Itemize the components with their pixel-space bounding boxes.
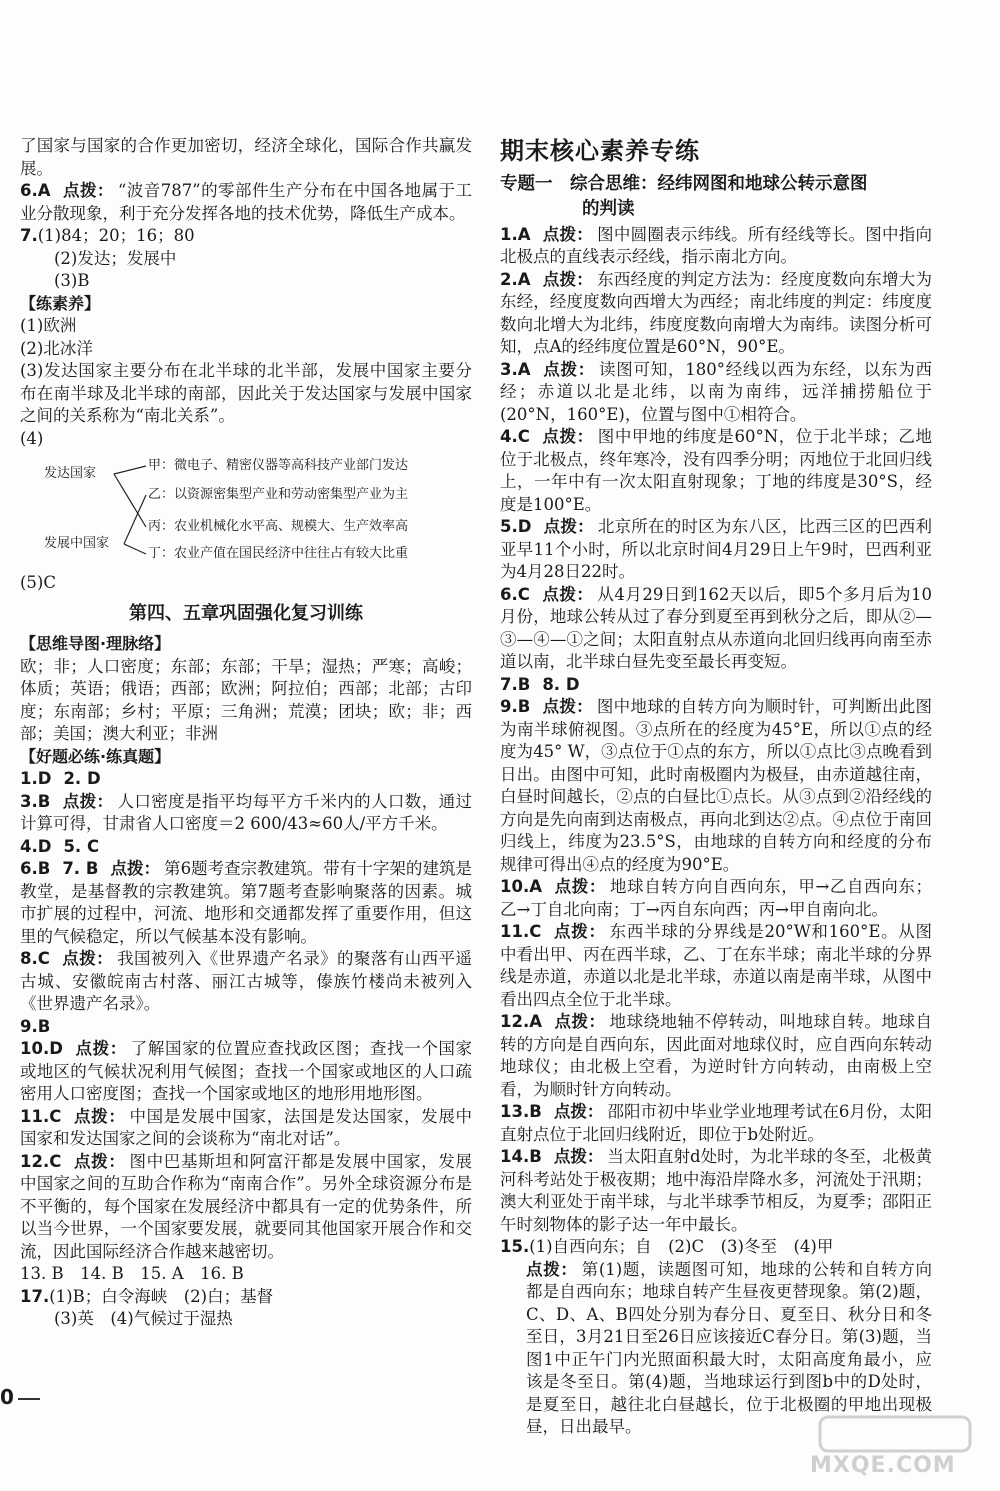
section-heading-practice: 【好题必练·练真题】 <box>20 746 171 766</box>
answer-item: 2.A 点拨： 东西经度的判定方法为：经度度数向东增大为东经，经度度数向西增大为西经；南北纬度的判定：纬度度数向北增大为北纬，纬度度数向南增大为南纬。读图分析可知，点A的经纬度位置是60°N，90°E。 <box>500 269 933 356</box>
diagram-item-jia: 甲：微电子、精密仪器等高科技产业部门发达 <box>148 458 409 473</box>
watermark-logo <box>780 1415 990 1485</box>
questions-13-16: 13. B 14. B 15. A 16. B <box>20 1264 244 1283</box>
literacy-part-1: (1)欧洲 <box>20 316 77 335</box>
left-answer-list <box>20 768 472 1263</box>
literacy-part-2: (2)北冰洋 <box>20 338 93 358</box>
watermark-seal-icon <box>780 1415 990 1455</box>
section-title: 期末核心素养专练 <box>500 137 700 165</box>
answer-item: 7.B 8. D <box>500 674 580 694</box>
answer-item: 10.A 点拨： 地球自转方向自西向东，甲→乙自西向东；乙→丁自北向南；丁→丙自东向西；丙→甲自南向北。 <box>500 877 932 919</box>
page-number-rule <box>18 1398 40 1400</box>
answer-item: 1.D 2. D <box>20 769 101 788</box>
question-15-explanation: 点拨： 第(1)题，读题图可知，地球的公转和自转方向都是自西向东；地球自转产生昼夜更替现象。第(2)题，C、D、A、B四处分别为春分日、夏至日、秋分日和冬至日，3月21日至26日应该接近C春分日。第(3)题，当图1中正午门内光照面积最大时，太阳高度角最小，应该是冬至日。第(4)题，当地球运行到图b中的D处时，是夏至日，越往北白昼越长，位于北极圈的甲地出现极昼，日出最早。 <box>526 1259 933 1436</box>
answer-item: 4.C 点拨： 图中甲地的纬度是60°N，位于北半球；乙地位于北极点，终年寒冷，没有四季分明；丙地位于北回归线上，一年中有一次太阳直射现象；丁地的纬度是30°S，经度是100°E。 <box>500 427 932 514</box>
question-7-part-2: (2)发达；发展中 <box>54 248 177 268</box>
chapter-title: 第四、五章巩固强化复习训练 <box>129 602 363 624</box>
diagram-item-bing: 丙：农业机械化水平高、规模大、生产效率高 <box>148 519 409 534</box>
answer-item: 9.B <box>20 1016 51 1036</box>
literacy-part-4: (4) <box>20 428 44 448</box>
page-number: 0 <box>0 1385 14 1409</box>
right-answer-list <box>500 224 932 1237</box>
answer-item: 8.C 点拨： 我国被列入《世界遗产名录》的聚落有山西平遥古城、安徽皖南古村落、丽江古城等，傣族竹楼尚未被列入《世界遗产名录》。 <box>20 949 473 1013</box>
question-7-part-3: (3)B <box>54 271 90 290</box>
question-6: 6.A 点拨： “波音787”的零部件生产分布在中国各地属于工业分散现象，利于充分发挥各地的技术优势，降低生产成本。 <box>20 181 472 223</box>
diagram-item-yi: 乙：以资源密集型产业和劳动密集型产业为主 <box>148 487 409 502</box>
answer-item: 6.B 7. B 点拨： 第6题考查宗教建筑。带有十字架的建筑是教堂，是基督教的宗教建筑。第7题考查影响聚落的因素。城市扩展的过程中，河流、地形和交通都发挥了重要作用，但这里的气候稳定，所以气候基本没有影响。 <box>20 859 473 946</box>
literacy-part-3: (3)发达国家主要分布在北半球的北半部，发展中国家主要分布在南半球及北半球的南部，因此关于发达国家与发展中国家之间的关系称为“南北关系”。 <box>20 361 472 425</box>
literacy-part-5: (5)C <box>20 573 56 592</box>
topic-heading: 专题一 综合思维：经纬网图和地球公转示意图 <box>500 173 868 194</box>
topic-heading-cont: 的判读 <box>582 199 635 219</box>
country-relation-diagram <box>20 460 472 562</box>
answer-item: 12.C 点拨： 图中巴基斯坦和阿富汗都是发展中国家，发展中国家之间的互助合作称为“南南合作”。另外全球资源分布是不平衡的，每个国家在发展经济中都具有一定的优势条件，所以当今世界，一个国家要发展，就要同其他国家开展合作和交流，因此国际经济合作越来越密切。 <box>20 1151 473 1261</box>
diagram-label-developed: 发达国家 <box>44 466 97 481</box>
section-heading-mindmap: 【思维导图·理脉络】 <box>20 634 171 653</box>
continuation-text: 了国家与国家的合作更加密切，经济全球化，国际合作共赢发展。 <box>20 136 472 178</box>
answer-item: 3.A 点拨： 读图可知，180°经线以西为东经，以东为西经；赤道以北是北纬，以南为南纬，远洋捕捞船位于(20°N，160°E)，位置与图中①相符合。 <box>500 359 932 424</box>
answer-item: 3.B 点拨： 人口密度是指平均每平方千米内的人口数，通过计算可得，甘肃省人口密度＝2 600/43≈60人/平方千米。 <box>20 791 473 833</box>
question-17-part-2: (3)英 (4)气候过于湿热 <box>54 1309 233 1328</box>
section-heading-literacy: 【练素养】 <box>20 293 101 313</box>
question-17: 17.(1)B；白令海峡 (2)白；基督 <box>20 1286 274 1306</box>
answer-item: 10.D 点拨： 了解国家的位置应查找政区图；查找一个国家或地区的气候状况利用气候图；查找一个国家或地区的人口疏密用人口密度图；查找一个国家或地区的地形用地形图。 <box>20 1039 473 1103</box>
diagram-item-ding: 丁：农业产值在国民经济中往往占有较大比重 <box>148 546 409 561</box>
answer-item: 12.A 点拨： 地球绕地轴不停转动，叫地球自转。地球自转的方向是自西向东，因此面对地球仪时，应自西向东转动地球仪；由北极上空看，为逆时针方向转动，由南极上空看，为顺时针方向转动。 <box>500 1012 933 1099</box>
watermark-text: MXQE.COM <box>810 1453 956 1478</box>
left-column <box>20 135 472 1331</box>
answer-item: 1.A 点拨： 图中圆圈表示纬线。所有经线等长。图中指向北极点的直线表示经线，指示南北方向。 <box>500 224 933 266</box>
answer-item: 5.D 点拨： 北京所在的时区为东八区，比西三区的巴西利亚早11个小时，所以北京时间4月29日上午9时，巴西利亚为4月28日22时。 <box>500 517 933 581</box>
answer-item: 11.C 点拨： 中国是发展中国家，法国是发达国家，发展中国家和发达国家之间的会谈称为“南北对话”。 <box>20 1106 473 1148</box>
question-15: 15.(1)自西向东；自 (2)C (3)冬至 (4)甲 <box>500 1237 834 1256</box>
question-7: 7.(1)84；20；16；80 <box>20 226 195 245</box>
answer-item: 6.C 点拨： 从4月29日到162天以后，即5个多月后为10月份，地球公转从过了春分到夏至再到秋分之后，即从②—③—④—①之间；太阳直射点从赤道向北回归线再向南至赤道以南，北半球白昼先变至最长再变短。 <box>500 584 932 671</box>
answer-item: 4.D 5. C <box>20 836 100 856</box>
answer-item: 11.C 点拨： 东西半球的分界线是20°W和160°E。从图中看出甲、丙在西半球，乙、丁在东半球；南北半球的分界线是赤道，赤道以北是北半球，赤道以南是南半球，从图中看出四点全位于北半球。 <box>500 922 932 1009</box>
answer-item: 14.B 点拨： 当太阳直射d处时，为北半球的冬至，北极黄河科考站处于极夜期；地中海沿岸降水多，河流处于汛期；澳大利亚处于南半球，与北半球季节相反，为夏季；邵阳正午时刻物体的影子达一年中最长。 <box>500 1147 933 1234</box>
right-column <box>500 135 932 1439</box>
mindmap-answers: 欧；非；人口密度；东部；东部；干旱；湿热；严寒；高峻；体质；英语；俄语；西部；欧洲；阿拉伯；西部；北部；古印度；东南部；乡村；平原；三角洲；荒漠；团块；欧；非；西部；美国；澳大利亚；非洲 <box>20 656 472 743</box>
answer-item: 13.B 点拨： 邵阳市初中毕业学业地理考试在6月份，太阳直射点位于北回归线附近，即位于b处附近。 <box>500 1102 933 1144</box>
answer-item: 9.B 点拨： 图中地球的自转方向为顺时针，可判断出此图为南半球俯视图。③点所在的经度为45°E，所以①点的经度为45° W，③点位于①点的东方，所以①点比③点晚看到日出。由图中可知，此时南极圈内为极昼，由赤道越往南，白昼时间越长，②点的白昼比①点长。从③点到②沿经线的方向是先向南到达南极点，再向北到达②点。④点位于南回归线上，纬度为23.5°S，由地球的自转方向和经度的分布规律可得出④点的经度为90°E。 <box>500 697 933 874</box>
diagram-label-developing: 发展中国家 <box>44 536 110 551</box>
